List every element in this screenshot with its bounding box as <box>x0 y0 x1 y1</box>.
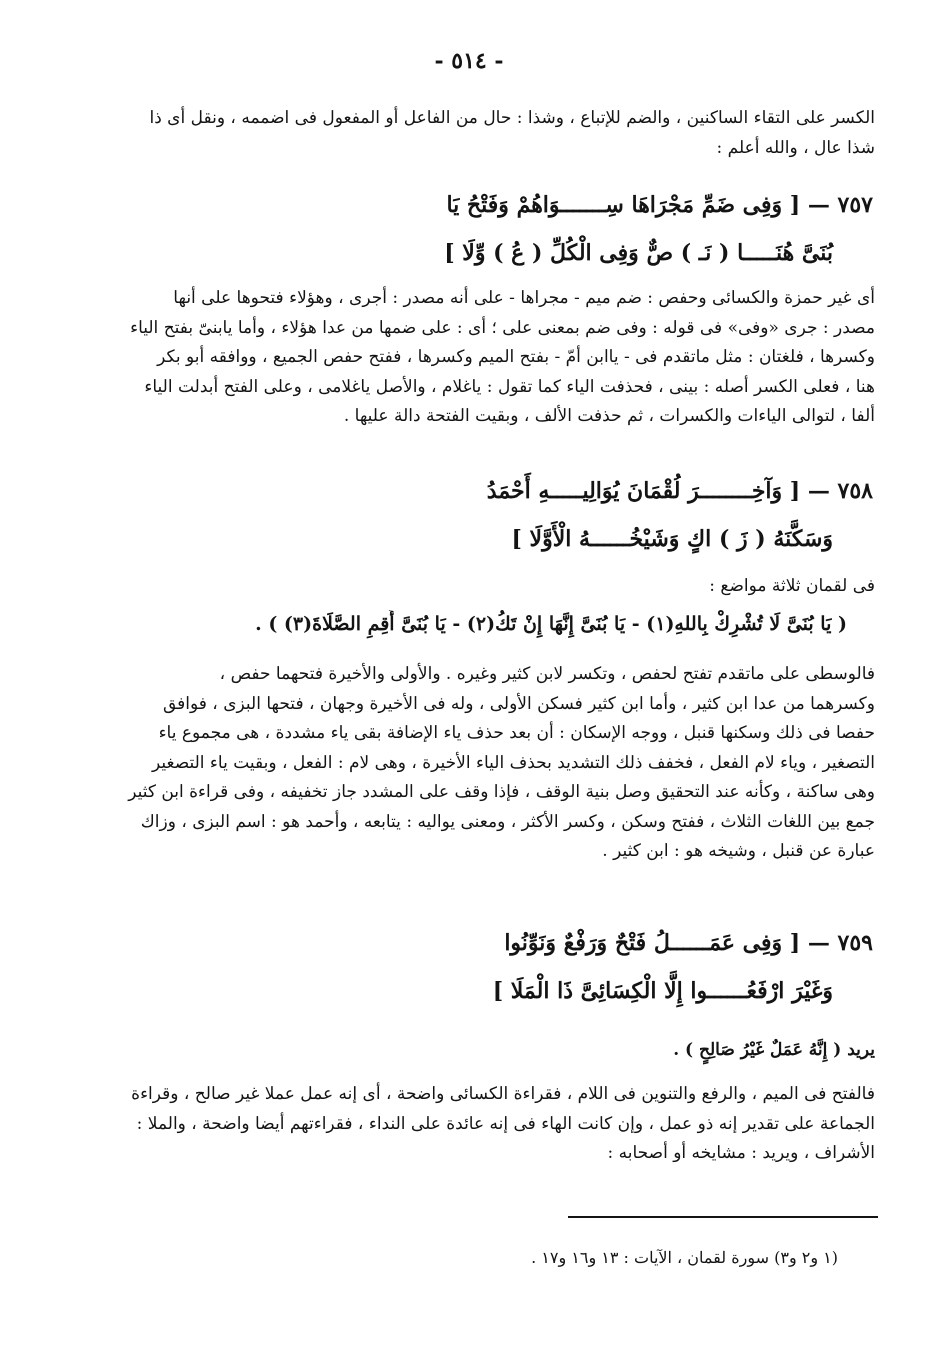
verse-758-line-1: ٧٥٨ — [ وَآخِــــــــرَ لُقْمَانَ يُوَالِيـــــهِ أَحْمَدُ <box>486 478 873 504</box>
text-line: ( يَا بُنَىَّ لَا تُشْرِكْ بِاللهِ(١) - يَا بُنَىَّ إِنَّهَا إِنْ تَكُ(٢) - يَا بُنَىَّ أَقِمِ الصَّلَاةَ(٣) ) . <box>255 613 847 635</box>
text-line: وكسرها ، فلغتان : مثل ماتقدم فى - ياابن أمّ - بفتح الميم وكسرها ، ففتح حفص الجميع ، ووافقه أبو بكر <box>157 347 875 367</box>
verse-757-line-1: ٧٥٧ — [ وَفِى ضَمِّ مَجْرَاهَا سِـــــــوَاهُمْ وَفَتْحُ يَا <box>446 192 873 218</box>
commentary-758-intro <box>60 572 875 602</box>
text-line: هنا ، فعلى الكسر أصله : بينى ، فحذفت الياء كما تقول : ياغلام ، والأصل ياغلامى ، وعلى الفتح أبدلت الياء <box>144 376 875 397</box>
text-line: فالوسطى على ماتقدم تفتح لحفص ، وتكسر لابن كثير وغيره . والأولى والأخيرة فتحهما حفص ، <box>219 664 875 684</box>
commentary-759-quote <box>60 1036 875 1066</box>
commentary-757 <box>60 284 875 432</box>
footnote-separator <box>568 1216 878 1218</box>
text-line: وكسرهما من عدا ابن كثير ، وأما ابن كثير فسكن الأولى ، وله فى الأخيرة وجهان ، فتحها البزى ، فوافق <box>162 693 875 714</box>
text-line: الجماعة على تقدير إنه ذو عمل ، وإن كانت الهاء فى إنه عائدة على النداء ، فقراءتهم أيضا واضحة ، والملا : <box>136 1113 875 1134</box>
text-line: ألفا ، لتوالى الياءات والكسرات ، ثم حذفت الألف ، وبقيت الفتحة دالة عليها . <box>343 406 875 426</box>
text-line: يريد ( إِنَّهُ عَمَلٌ غَيْرُ صَالِحٍ ) . <box>673 1040 875 1060</box>
text-line: مصدر : جرى «وفى» فى قوله : وفى ضم بمعنى على ؛ أى : على ضمها من عدا هؤلاء ، وأما يابنىّ بفتح الياء <box>130 317 875 338</box>
text-line: شذا عال ، والله أعلم : <box>716 137 875 158</box>
text-line: الأشراف ، ويريد : مشايخه أو أصحابه : <box>607 1143 875 1163</box>
text-line: الكسر على التقاء الساكنين ، والضم للإتباع ، وشذا : حال من الفاعل أو المفعول فى اضممه ، ونقل أى ذا <box>149 108 875 128</box>
verse-759-line-1: ٧٥٩ — [ وَفِى عَمَــــــلُ فَتْحٌ وَرَفْعٌ وَنَوِّنُوا <box>504 930 873 956</box>
footnote: (١ و٢ و٣) سورة لقمان ، الآيات : ١٣ و١٦ و١٧ . <box>531 1248 838 1267</box>
text-line: التصغير ، وياء لام الفعل ، فخفف ذلك التشديد بحذف الياء الأخيرة ، وهى لام : الفعل ، وبقيت ياء التصغير <box>152 752 875 773</box>
text-line: عبارة عن قنبل ، وشيخه هو : ابن كثير . <box>602 841 875 861</box>
text-line: حفصا فى ذلك وسكنها قنبل ، ووجه الإسكان : أن بعد حذف ياء الإضافة بقى ياء مشددة ، هى مجموع ياء <box>158 723 875 743</box>
commentary-758 <box>60 660 875 867</box>
verse-757-line-2: بُنَىَّ هُنَـــــا ( نَـ ) صٌّ وَفِى الْكُلِّ ( عُ ) وِّلَا ] <box>444 240 833 266</box>
intro-paragraph <box>60 104 875 163</box>
text-line: جمع بين اللغات الثلاث ، ففتح وسكن ، وكسر الأكثر ، ومعنى يواليه : يتابعه ، وأحمد هو : اسم البزى ، وزاك <box>140 811 875 832</box>
page-number: - ٥١٤ - <box>434 48 504 74</box>
text-line: أى غير حمزة والكسائى وحفص : ضم ميم - مجراها - على أنه مصدر : أجرى ، وهؤلاء فتحوها على أنها <box>173 288 875 308</box>
quran-quote-luqman <box>60 610 875 640</box>
text-line: فالفتح فى الميم ، والرفع والتنوين فى اللام ، فقراءة الكسائى واضحة ، أى إنه عمل عملا غير صالح ، وقراءة <box>131 1084 875 1104</box>
commentary-759 <box>60 1080 875 1169</box>
text-line: وهى ساكنة ، وكأنه عند التحقيق وصل بنية الوقف ، فإذا وقف على المشدد جاز تخفيفه ، وفى قراءة ابن كثير <box>128 782 875 802</box>
verse-759-line-2: وَغَيْرَ ارْفَعُــــــوا إِلَّا الْكِسَائِىَّ ذَا الْمَلَا ] <box>492 978 833 1004</box>
verse-758-line-2: وَسَكَّنَهُ ( زَ ) اكٍ وَشَيْخُــــــهُ الْأَوَّلَا ] <box>511 526 833 552</box>
text-line: فى لقمان ثلاثة مواضع : <box>709 576 875 596</box>
